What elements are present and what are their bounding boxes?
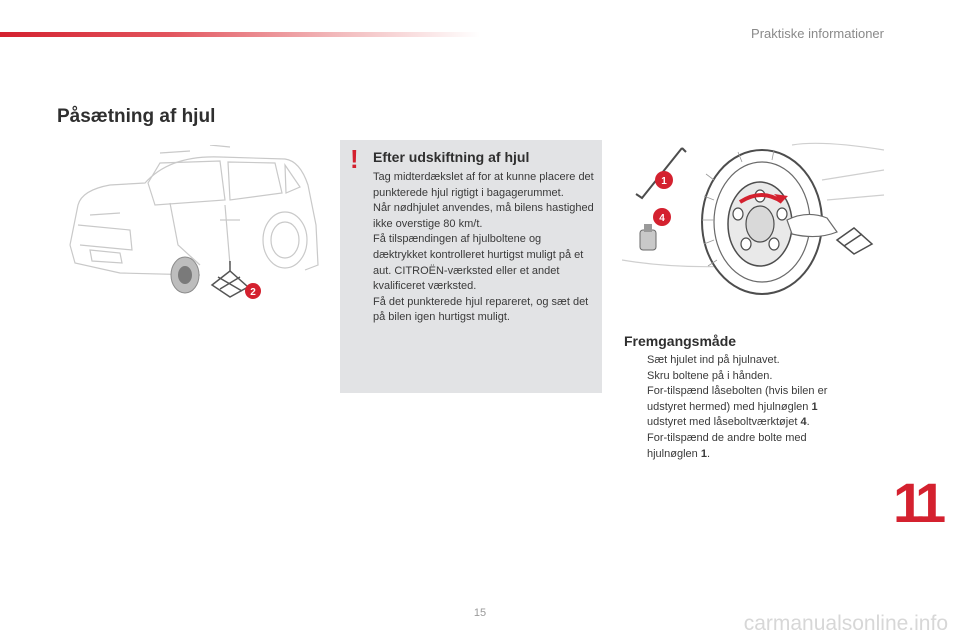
step-text: .	[706, 447, 711, 460]
procedure-title: Fremgangsmåde	[624, 333, 737, 349]
step-text: For-tilspænd de andre bolte med hjulnøglen	[647, 431, 807, 460]
page-title: Påsætning af hjul	[57, 106, 216, 127]
step-text: For-tilspænd låsebolten (hvis bilen er udstyret hermed) med hjulnøglen	[647, 385, 828, 413]
car-jack-illustration	[60, 145, 322, 315]
procedure-steps	[624, 353, 854, 462]
step-text: Skru boltene på i hånden.	[647, 369, 773, 382]
step-ref-lockbolt-tool: 4	[800, 416, 807, 429]
procedure-step	[624, 353, 854, 369]
warning-body	[373, 170, 595, 326]
page-number: 15	[473, 607, 487, 619]
warning-paragraph: Få det punkterede hjul repareret, og sæt det på bilen igen hurtigst muligt.	[373, 295, 589, 324]
watermark: carmanualsonline.info	[743, 612, 948, 635]
warning-paragraph: Få tilspændingen af hjulboltene og dæktrykket kontrolleret hurtigst muligt på et aut. CITROËN-værksted eller et andet kvalificeret værksted.	[373, 233, 584, 293]
chapter-number: 11	[893, 471, 941, 534]
procedure-step	[624, 369, 854, 385]
step-text: udstyret med låseboltværktøjet	[647, 416, 801, 429]
warning-title: Efter udskiftning af hjul	[373, 149, 530, 165]
callout-1: 1	[661, 176, 667, 187]
warning-paragraph: Tag midterdækslet af for at kunne placere det punkterede hjul rigtigt i bagagerummet.	[373, 171, 594, 199]
section-header: Praktiske informationer	[751, 26, 884, 41]
procedure-step	[624, 384, 854, 431]
wheel-bolts-illustration	[622, 140, 886, 300]
callout-4: 4	[659, 213, 665, 224]
step-text: .	[806, 416, 810, 429]
warning-icon: !	[350, 144, 359, 174]
procedure-step	[624, 431, 854, 462]
step-text: Sæt hjulet ind på hjulnavet.	[647, 354, 780, 366]
warning-paragraph: Når nødhjulet anvendes, må bilens hastighed ikke overstige 80 km/t.	[373, 202, 594, 230]
callout-2: 2	[250, 287, 256, 298]
step-ref-wrench: 1	[811, 400, 818, 413]
warning-box	[340, 140, 602, 393]
step-ref-wrench: 1	[700, 447, 707, 460]
header-accent-bar	[0, 32, 480, 37]
